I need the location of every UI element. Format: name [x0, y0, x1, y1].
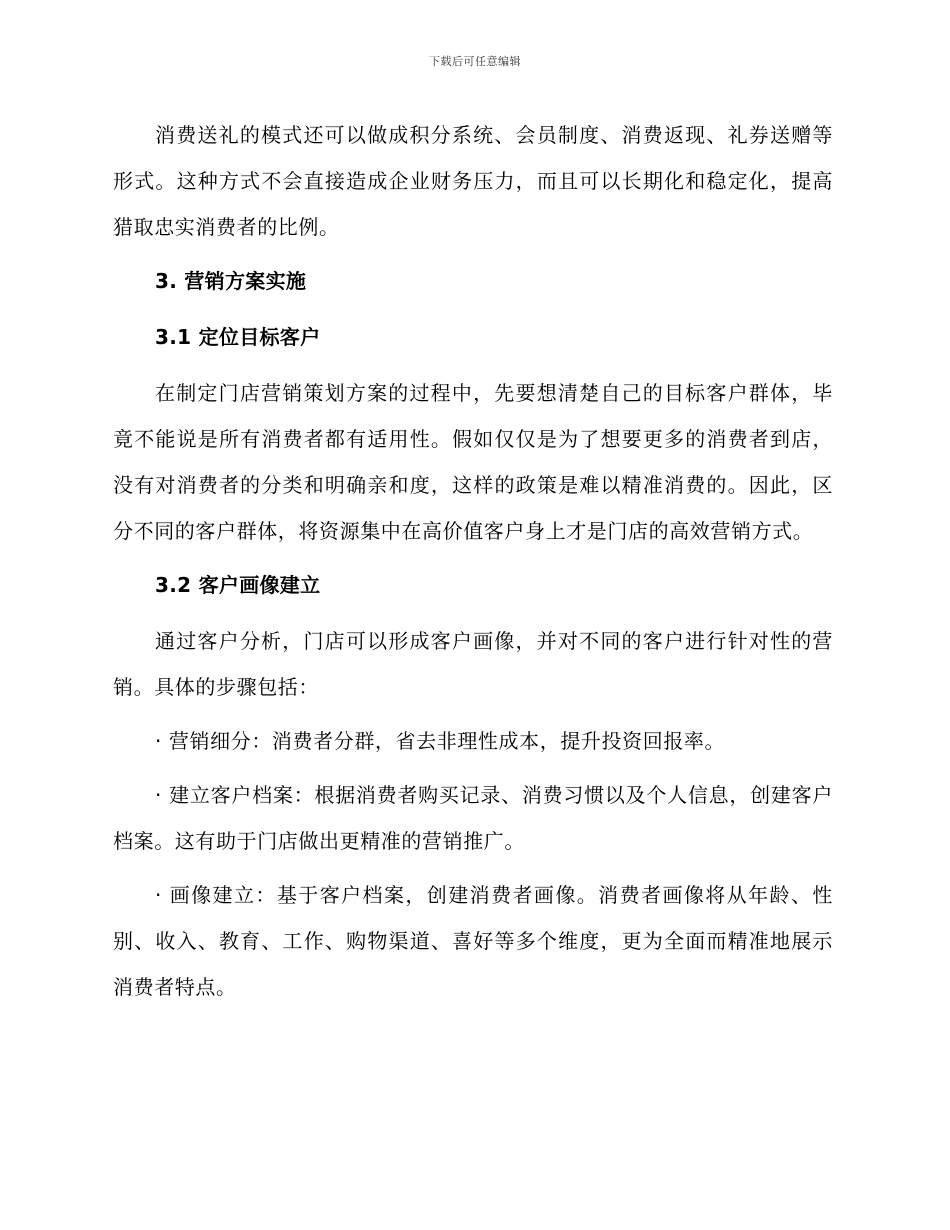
subsection-heading-3-2: 3.2 客户画像建立 — [155, 573, 321, 597]
paragraph-customer-profile: 通过客户分析，门店可以形成客户画像，并对不同的客户进行针对性的营销。具体的步骤包括： — [113, 629, 833, 699]
paragraph-gift-mode: 消费送礼的模式还可以做成积分系统、会员制度、消费返现、礼券送赠等形式。这种方式不会直接造成企业财务压力，而且可以长期化和稳定化，提高猎取忠实消费者的比例。 — [113, 123, 833, 239]
subsection-heading-3-1: 3.1 定位目标客户 — [155, 325, 321, 349]
document-body — [113, 112, 833, 1018]
bullet-item-segmentation: · 营销细分：消费者分群，省去非理性成本，提升投资回报率。 — [155, 729, 726, 753]
section-heading-3: 3. 营销方案实施 — [155, 269, 307, 293]
paragraph-target-customers: 在制定门店营销策划方案的过程中，先要想清楚自己的目标客户群体，毕竟不能说是所有消费者都有适用性。假如仅仅是为了想要更多的消费者到店，没有对消费者的分类和明确亲和度，这样的政策是难以精准消费的。因此，区分不同的客户群体，将资源集中在高价值客户身上才是门店的高效营销方式。 — [113, 381, 833, 543]
page-header: 下载后可任意编辑 — [429, 55, 521, 68]
bullet-item-persona-building: · 画像建立：基于客户档案，创建消费者画像。消费者画像将从年龄、性别、收入、教育、工作、购物渠道、喜好等多个维度，更为全面而精准地展示消费者特点。 — [113, 883, 833, 999]
bullet-item-customer-files: · 建立客户档案：根据消费者购买记录、消费习惯以及个人信息，创建客户档案。这有助于门店做出更精准的营销推广。 — [113, 783, 833, 853]
